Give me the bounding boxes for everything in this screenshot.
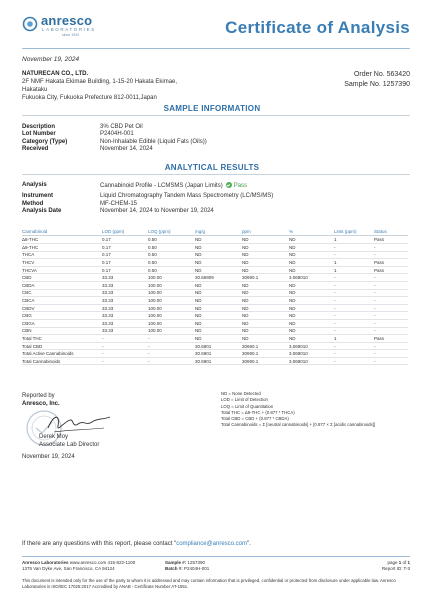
sample-number: Sample No. 1257390 (344, 80, 410, 88)
cannabinoid-results-table (22, 228, 408, 365)
table-row (22, 304, 408, 312)
legend-line: ND = None Detected (221, 391, 261, 396)
table-cell: Pass (374, 266, 408, 274)
sample-information (22, 124, 207, 153)
table-cell: 33.33 (102, 319, 148, 327)
footer-company: Anresco Laboratories (22, 560, 69, 565)
table-cell: CBDA (22, 281, 102, 289)
table-cell: - (374, 319, 408, 327)
table-cell: ND (195, 312, 242, 320)
table-cell: - (148, 342, 195, 350)
table-cell: ND (242, 297, 289, 305)
analytical-results-title: ANALYTICAL RESULTS (164, 163, 260, 172)
table-cell: ND (289, 312, 334, 320)
analysis-info-value: November 14, 2024 to November 19, 2024 (100, 207, 214, 214)
anresco-logo-icon (22, 16, 38, 32)
analysis-name: Cannabinoid Profile - LCMSMS (Japan Limits) (100, 183, 223, 189)
table-cell: 33.33 (102, 274, 148, 282)
table-cell: 0.17 (102, 266, 148, 274)
footer-batch-value: P2404H-001 (182, 566, 210, 571)
table-cell: ND (195, 266, 242, 274)
table-cell: 0.17 (102, 236, 148, 244)
table-cell: Pass (374, 335, 408, 343)
footer-sample-label: Sample #: (165, 560, 187, 565)
footer-sample-block (165, 560, 209, 572)
table-cell: Total Active Cannabinoids (22, 350, 102, 358)
table-cell: ND (195, 304, 242, 312)
table-cell: ND (242, 251, 289, 259)
analysis-info-label: Method (22, 200, 44, 207)
sample-info-label: Lot Number (22, 131, 56, 138)
table-cell: 1 (334, 236, 374, 244)
table-cell: - (374, 289, 408, 297)
logo-name: anresco (41, 13, 93, 28)
table-cell: Pass (374, 259, 408, 267)
analysis-label: Analysis (22, 182, 47, 188)
table-cell: THCVA (22, 266, 102, 274)
table-cell: - (148, 335, 195, 343)
signer-title: Associate Lab Director (39, 442, 100, 448)
legend-line: LOQ = Limit of Quantitation (221, 403, 274, 409)
analysis-status: Pass (233, 183, 248, 189)
footer-page-block (382, 560, 410, 572)
table-cell: 30.6901 (195, 350, 242, 358)
table-cell: - (102, 357, 148, 365)
table-cell: ND (289, 236, 334, 244)
table-cell: - (334, 312, 374, 320)
page-total: 1 (407, 560, 410, 565)
table-cell: - (334, 251, 374, 259)
table-header-row (22, 228, 408, 236)
table-cell: CBG (22, 312, 102, 320)
table-cell: 1 (334, 259, 374, 267)
sample-information-title: SAMPLE INFORMATION (163, 104, 261, 113)
table-cell: - (374, 281, 408, 289)
table-cell: 100.00 (148, 319, 195, 327)
table-cell: ND (289, 259, 334, 267)
table-cell: ND (289, 335, 334, 343)
table-cell: ND (195, 236, 242, 244)
sample-info-row (22, 146, 207, 153)
table-cell: 3.069010 (289, 357, 334, 365)
table-cell: 30690.1 (242, 274, 289, 282)
client-block (22, 70, 177, 102)
table-cell: 3.069010 (289, 350, 334, 358)
table-cell: ND (289, 319, 334, 327)
page-current: 1 (398, 560, 402, 565)
table-cell: - (334, 357, 374, 365)
table-cell: Total Cannabinoids (22, 357, 102, 365)
table-row (22, 319, 408, 327)
table-cell: 1 (334, 335, 374, 343)
table-cell: 0.50 (148, 251, 195, 259)
analysis-info-value: MF-CHEM-15 (100, 200, 137, 207)
legend-line: LOD = Limit of Detection (221, 397, 268, 403)
table-row (22, 289, 408, 297)
sample-info-row (22, 131, 207, 138)
table-cell: 0.17 (102, 251, 148, 259)
analysis-info-row (22, 193, 273, 200)
table-cell: - (374, 312, 408, 320)
pass-check-icon (226, 182, 232, 188)
sample-info-value: November 14, 2024 (100, 145, 153, 152)
table-cell: 30690.1 (242, 357, 289, 365)
contact-suffix: ". (247, 541, 251, 547)
client-address-line2: Hakataku (22, 87, 48, 93)
column-header: Status (374, 228, 408, 236)
table-cell: 33.33 (102, 327, 148, 335)
table-row (22, 357, 408, 365)
table-cell: CBC (22, 289, 102, 297)
table-cell: 0.50 (148, 236, 195, 244)
table-cell: ND (195, 259, 242, 267)
sample-info-row (22, 124, 207, 131)
footer-company-block (22, 560, 135, 572)
table-cell: ND (195, 335, 242, 343)
signature-date: November 19, 2024 (22, 454, 75, 460)
table-cell: - (374, 243, 408, 251)
footer-sample-value: 1257390 (186, 560, 206, 565)
table-cell: ND (242, 319, 289, 327)
table-cell: - (334, 289, 374, 297)
analysis-row (22, 182, 273, 190)
column-header: Cannabinoid (22, 228, 102, 236)
footer-batch-label: Batch #: (165, 566, 183, 571)
table-cell: ND (242, 236, 289, 244)
column-header: % (289, 228, 334, 236)
reported-by-label: Reported by (22, 393, 55, 399)
table-cell: ND (195, 297, 242, 305)
table-cell: - (102, 335, 148, 343)
client-name: NATURECAN CO., LTD. (22, 71, 89, 77)
contact-prefix: If there are any questions with this report, please contact " (22, 541, 177, 547)
table-cell: 100.00 (148, 304, 195, 312)
table-cell: ND (289, 304, 334, 312)
results-body (22, 236, 408, 365)
sample-info-label: Received (22, 145, 49, 152)
sample-info-value: P2404H-001 (100, 131, 134, 138)
table-cell: 0.50 (148, 266, 195, 274)
table-cell: CBGA (22, 319, 102, 327)
client-address-line1: 2F NMF Hakata Ekimae Building, 1-15-20 Hakata Ekimae, (22, 79, 178, 85)
table-cell: ND (242, 243, 289, 251)
table-row (22, 243, 408, 251)
sample-info-value: Non-Inhalable Edible (Liquid Fats (Oils)) (100, 138, 207, 145)
table-cell: Total CBD (22, 342, 102, 350)
header-divider (22, 48, 410, 49)
table-row (22, 274, 408, 282)
table-cell: 100.00 (148, 289, 195, 297)
reporting-company: Anresco, Inc. (22, 401, 60, 407)
table-cell: ND (289, 243, 334, 251)
analytical-results (22, 182, 273, 215)
analysis-info-value: Liquid Chromatography Tandem Mass Spectrometry (LC/MS/MS) (100, 193, 274, 200)
table-cell: - (374, 357, 408, 365)
table-cell: ND (289, 266, 334, 274)
abbreviation-legend (221, 391, 375, 429)
sample-info-row (22, 139, 207, 146)
column-header: Limit (ppm) (334, 228, 374, 236)
table-cell: ND (195, 251, 242, 259)
table-cell: 100.00 (148, 281, 195, 289)
table-cell: 100.00 (148, 274, 195, 282)
legend-line: Total THC = Δ9-THC + (0.877 * THCA) (221, 409, 295, 415)
table-cell: 33.33 (102, 281, 148, 289)
analytical-results-rule (22, 174, 410, 175)
table-cell: CBN (22, 327, 102, 335)
table-cell: ND (195, 327, 242, 335)
table-cell: - (334, 342, 374, 350)
certificate-title: Certificate of Analysis (225, 18, 410, 37)
table-cell: ND (289, 251, 334, 259)
order-number: Order No. 563420 (353, 71, 410, 78)
table-cell: THCV (22, 259, 102, 267)
table-cell: 33.33 (102, 289, 148, 297)
table-cell: - (374, 304, 408, 312)
legend-line: Total Cannabinoids = Σ [neutral cannabinoids] + [0.877 × Σ [acidic cannabinoids]] (221, 422, 376, 428)
table-cell: 1 (334, 266, 374, 274)
table-row (22, 350, 408, 358)
table-cell: ND (242, 304, 289, 312)
column-header: LOQ (ppm) (148, 228, 195, 236)
table-cell: 0.50 (148, 243, 195, 251)
footer-disclaimer: This document is intended only for the use of the party to whom it is addressed and may contain information that is privileged, confidential or protected from disclosure under applicable law. Anresco Laboratories is ISO/IEC 17025:2017 Accredited by ANAB - Certificate Number AT-1551. (22, 578, 396, 589)
report-header (22, 8, 410, 48)
report-id: Report ID: T-3 (381, 566, 410, 571)
table-cell: ND (195, 281, 242, 289)
table-cell: ND (242, 327, 289, 335)
table-cell: 100.00 (148, 297, 195, 305)
table-cell: - (334, 297, 374, 305)
table-cell: 0.17 (102, 243, 148, 251)
page-prefix: page (387, 560, 399, 565)
table-cell: - (102, 342, 148, 350)
table-row (22, 342, 408, 350)
table-cell: 30690.1 (242, 350, 289, 358)
table-cell: 30.66909 (195, 274, 242, 282)
table-cell: - (374, 350, 408, 358)
table-cell: THCA (22, 251, 102, 259)
table-cell: Δ8-THC (22, 236, 102, 244)
table-row (22, 251, 408, 259)
table-cell: Pass (374, 236, 408, 244)
table-cell: - (102, 350, 148, 358)
order-block (344, 70, 410, 89)
table-cell: 3.069010 (289, 342, 334, 350)
table-cell: - (334, 350, 374, 358)
sample-info-rule (22, 115, 410, 116)
table-cell: 30.6901 (195, 342, 242, 350)
table-row (22, 312, 408, 320)
table-cell: ND (195, 243, 242, 251)
table-cell: 100.00 (148, 327, 195, 335)
table-cell: 33.33 (102, 297, 148, 305)
table-row (22, 281, 408, 289)
table-cell: ND (289, 297, 334, 305)
table-cell: 100.00 (148, 312, 195, 320)
table-cell: ND (242, 266, 289, 274)
table-cell: CBD (22, 274, 102, 282)
table-cell: 33.33 (102, 304, 148, 312)
column-header: mg/g (195, 228, 242, 236)
anresco-logo (22, 12, 102, 44)
table-cell: 30.6901 (195, 357, 242, 365)
footer-divider (22, 556, 410, 557)
table-cell: CBCA (22, 297, 102, 305)
table-cell: - (374, 297, 408, 305)
table-cell: - (374, 251, 408, 259)
table-cell: 0.50 (148, 259, 195, 267)
table-cell: - (374, 342, 408, 350)
table-cell: ND (242, 259, 289, 267)
column-header: ppm (242, 228, 289, 236)
table-cell: ND (242, 335, 289, 343)
logo-since: since 1943 (62, 33, 79, 37)
table-cell: - (148, 357, 195, 365)
table-cell: - (334, 243, 374, 251)
table-cell: ND (195, 319, 242, 327)
analysis-info-row (22, 208, 273, 215)
table-cell: ND (289, 289, 334, 297)
signer-name: Derek Moy (39, 434, 69, 440)
client-address-line3: Fukuoka City, Fukuoka Prefecture 812-0011,Japan (22, 95, 157, 101)
signer-block (39, 433, 99, 449)
table-row (22, 236, 408, 244)
sample-info-value: 3% CBD Pet Oil (100, 124, 143, 130)
table-row (22, 327, 408, 335)
analysis-value (100, 182, 247, 190)
table-cell: - (334, 304, 374, 312)
table-cell: - (374, 274, 408, 282)
table-cell: CBDV (22, 304, 102, 312)
compliance-email-link[interactable]: compliance@anresco.com (176, 541, 248, 547)
footer-address: 1375 Van Dyke Ave, San Francisco, CA 94124 (22, 566, 115, 571)
table-cell: - (334, 281, 374, 289)
table-cell: - (334, 274, 374, 282)
table-cell: 33.33 (102, 312, 148, 320)
table-cell: - (334, 327, 374, 335)
sample-info-label: Description (22, 124, 56, 130)
table-cell: ND (242, 289, 289, 297)
table-cell: 30690.1 (242, 342, 289, 350)
table-row (22, 266, 408, 274)
table-cell: ND (242, 312, 289, 320)
column-header: LOD (ppm) (102, 228, 148, 236)
analysis-info-label: Analysis Date (22, 207, 62, 214)
table-row (22, 335, 408, 343)
page-mid: of (401, 560, 408, 565)
footer-contact: www.anresco.com 415-822-1100 (68, 560, 136, 565)
sample-info-label: Category (Type) (22, 138, 68, 145)
table-cell: Total THC (22, 335, 102, 343)
table-cell: - (334, 319, 374, 327)
legend-line: Total CBD = CBD + (0.877 * CBDA) (221, 416, 289, 422)
table-cell: ND (289, 327, 334, 335)
table-cell: 3.069010 (289, 274, 334, 282)
table-cell: - (374, 327, 408, 335)
table-row (22, 259, 408, 267)
table-cell: ND (195, 289, 242, 297)
table-cell: ND (289, 281, 334, 289)
table-row (22, 297, 408, 305)
table-cell: - (148, 350, 195, 358)
table-cell: Δ9-THC (22, 243, 102, 251)
logo-subtitle: LABORATORIES (42, 27, 96, 32)
table-cell: ND (242, 281, 289, 289)
analysis-info-row (22, 201, 273, 208)
analysis-info-label: Instrument (22, 193, 54, 200)
report-date: November 19, 2024 (22, 56, 80, 63)
contact-line (22, 541, 251, 547)
table-cell: 0.17 (102, 259, 148, 267)
